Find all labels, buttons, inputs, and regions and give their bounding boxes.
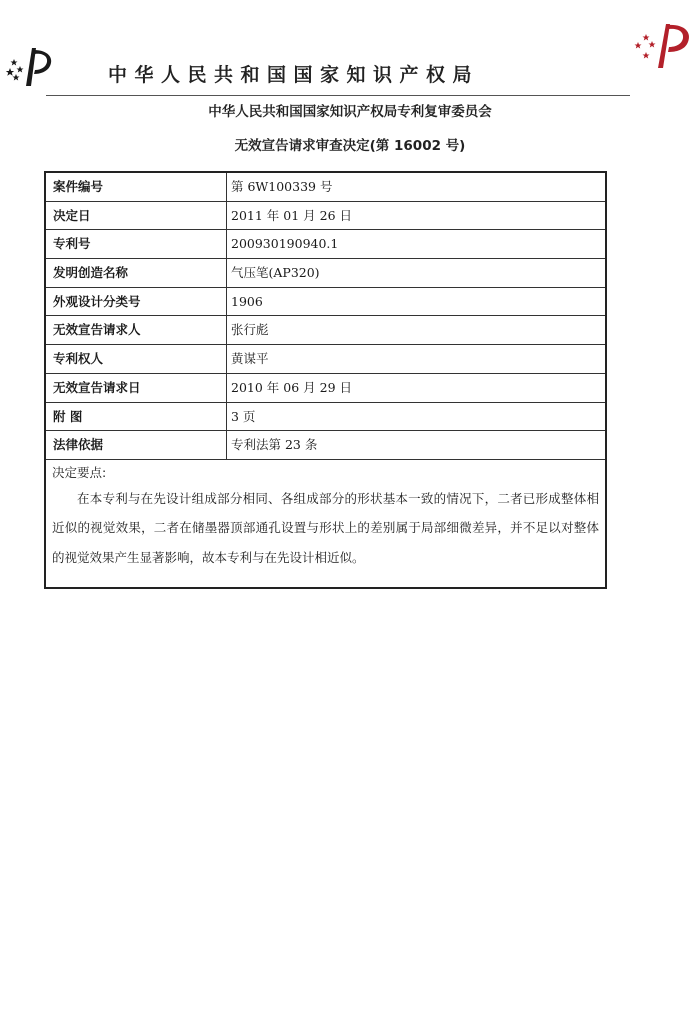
value-patentee: 黄谋平: [231, 351, 269, 367]
label-request-date: 无效宣告请求日: [46, 374, 227, 402]
value-drawings: 3 页: [231, 408, 256, 424]
board-title: 中华人民共和国国家知识产权局专利复审委员会: [208, 104, 492, 120]
row-legal-basis: [46, 431, 605, 460]
summary-label: 决定要点:: [52, 464, 107, 480]
value-request-date: 2010 年 06 月 29 日: [231, 379, 352, 395]
row-decision-date: [46, 202, 605, 231]
header-divider: [46, 95, 630, 96]
row-drawings: [46, 403, 605, 432]
label-drawings: 附 图: [46, 403, 227, 431]
org-title: 中华人民共和国国家知识产权局: [108, 64, 480, 86]
value-decision-date: 2011 年 01 月 26 日: [231, 207, 352, 223]
label-design-class: 外观设计分类号: [46, 288, 227, 316]
sipo-logo-left: [4, 44, 60, 88]
value-design-class: 1906: [231, 293, 263, 309]
label-legal-basis: 法律依据: [46, 431, 227, 459]
value-invention-name: 气压笔(AP320): [231, 265, 320, 281]
value-patent-number: 200930190940.1: [231, 236, 339, 252]
value-case-number: 第 6W100339 号: [231, 179, 333, 194]
label-requester: 无效宣告请求人: [46, 316, 227, 344]
decision-title: 无效宣告请求审查决定(第 16002 号): [234, 138, 466, 154]
label-decision-date: 决定日: [46, 202, 227, 230]
summary-text: 在本专利与在先设计组成部分相同、各组成部分的形状基本一致的情况下，二者已形成整体相近似的视觉效果，二者在储墨器顶部通孔设置与形状上的差别属于局部细微差异，并不足以对整体的视觉效果产生显著影响，故本专利与在先设计相近似。: [52, 490, 599, 565]
decision-summary: [46, 460, 605, 587]
row-patentee: [46, 345, 605, 374]
row-design-class: [46, 288, 605, 317]
label-invention-name: 发明创造名称: [46, 259, 227, 287]
row-request-date: [46, 374, 605, 403]
sipo-logo-right: [632, 20, 694, 70]
label-case-number: 案件编号: [46, 173, 227, 201]
row-patent-number: [46, 230, 605, 259]
value-legal-basis: 专利法第 23 条: [231, 437, 318, 453]
label-patent-number: 专利号: [46, 230, 227, 258]
row-case-number: [46, 173, 605, 202]
row-requester: [46, 316, 605, 345]
value-requester: 张行彪: [231, 322, 269, 338]
row-invention-name: [46, 259, 605, 288]
case-info-table: [44, 171, 607, 589]
label-patentee: 专利权人: [46, 345, 227, 373]
